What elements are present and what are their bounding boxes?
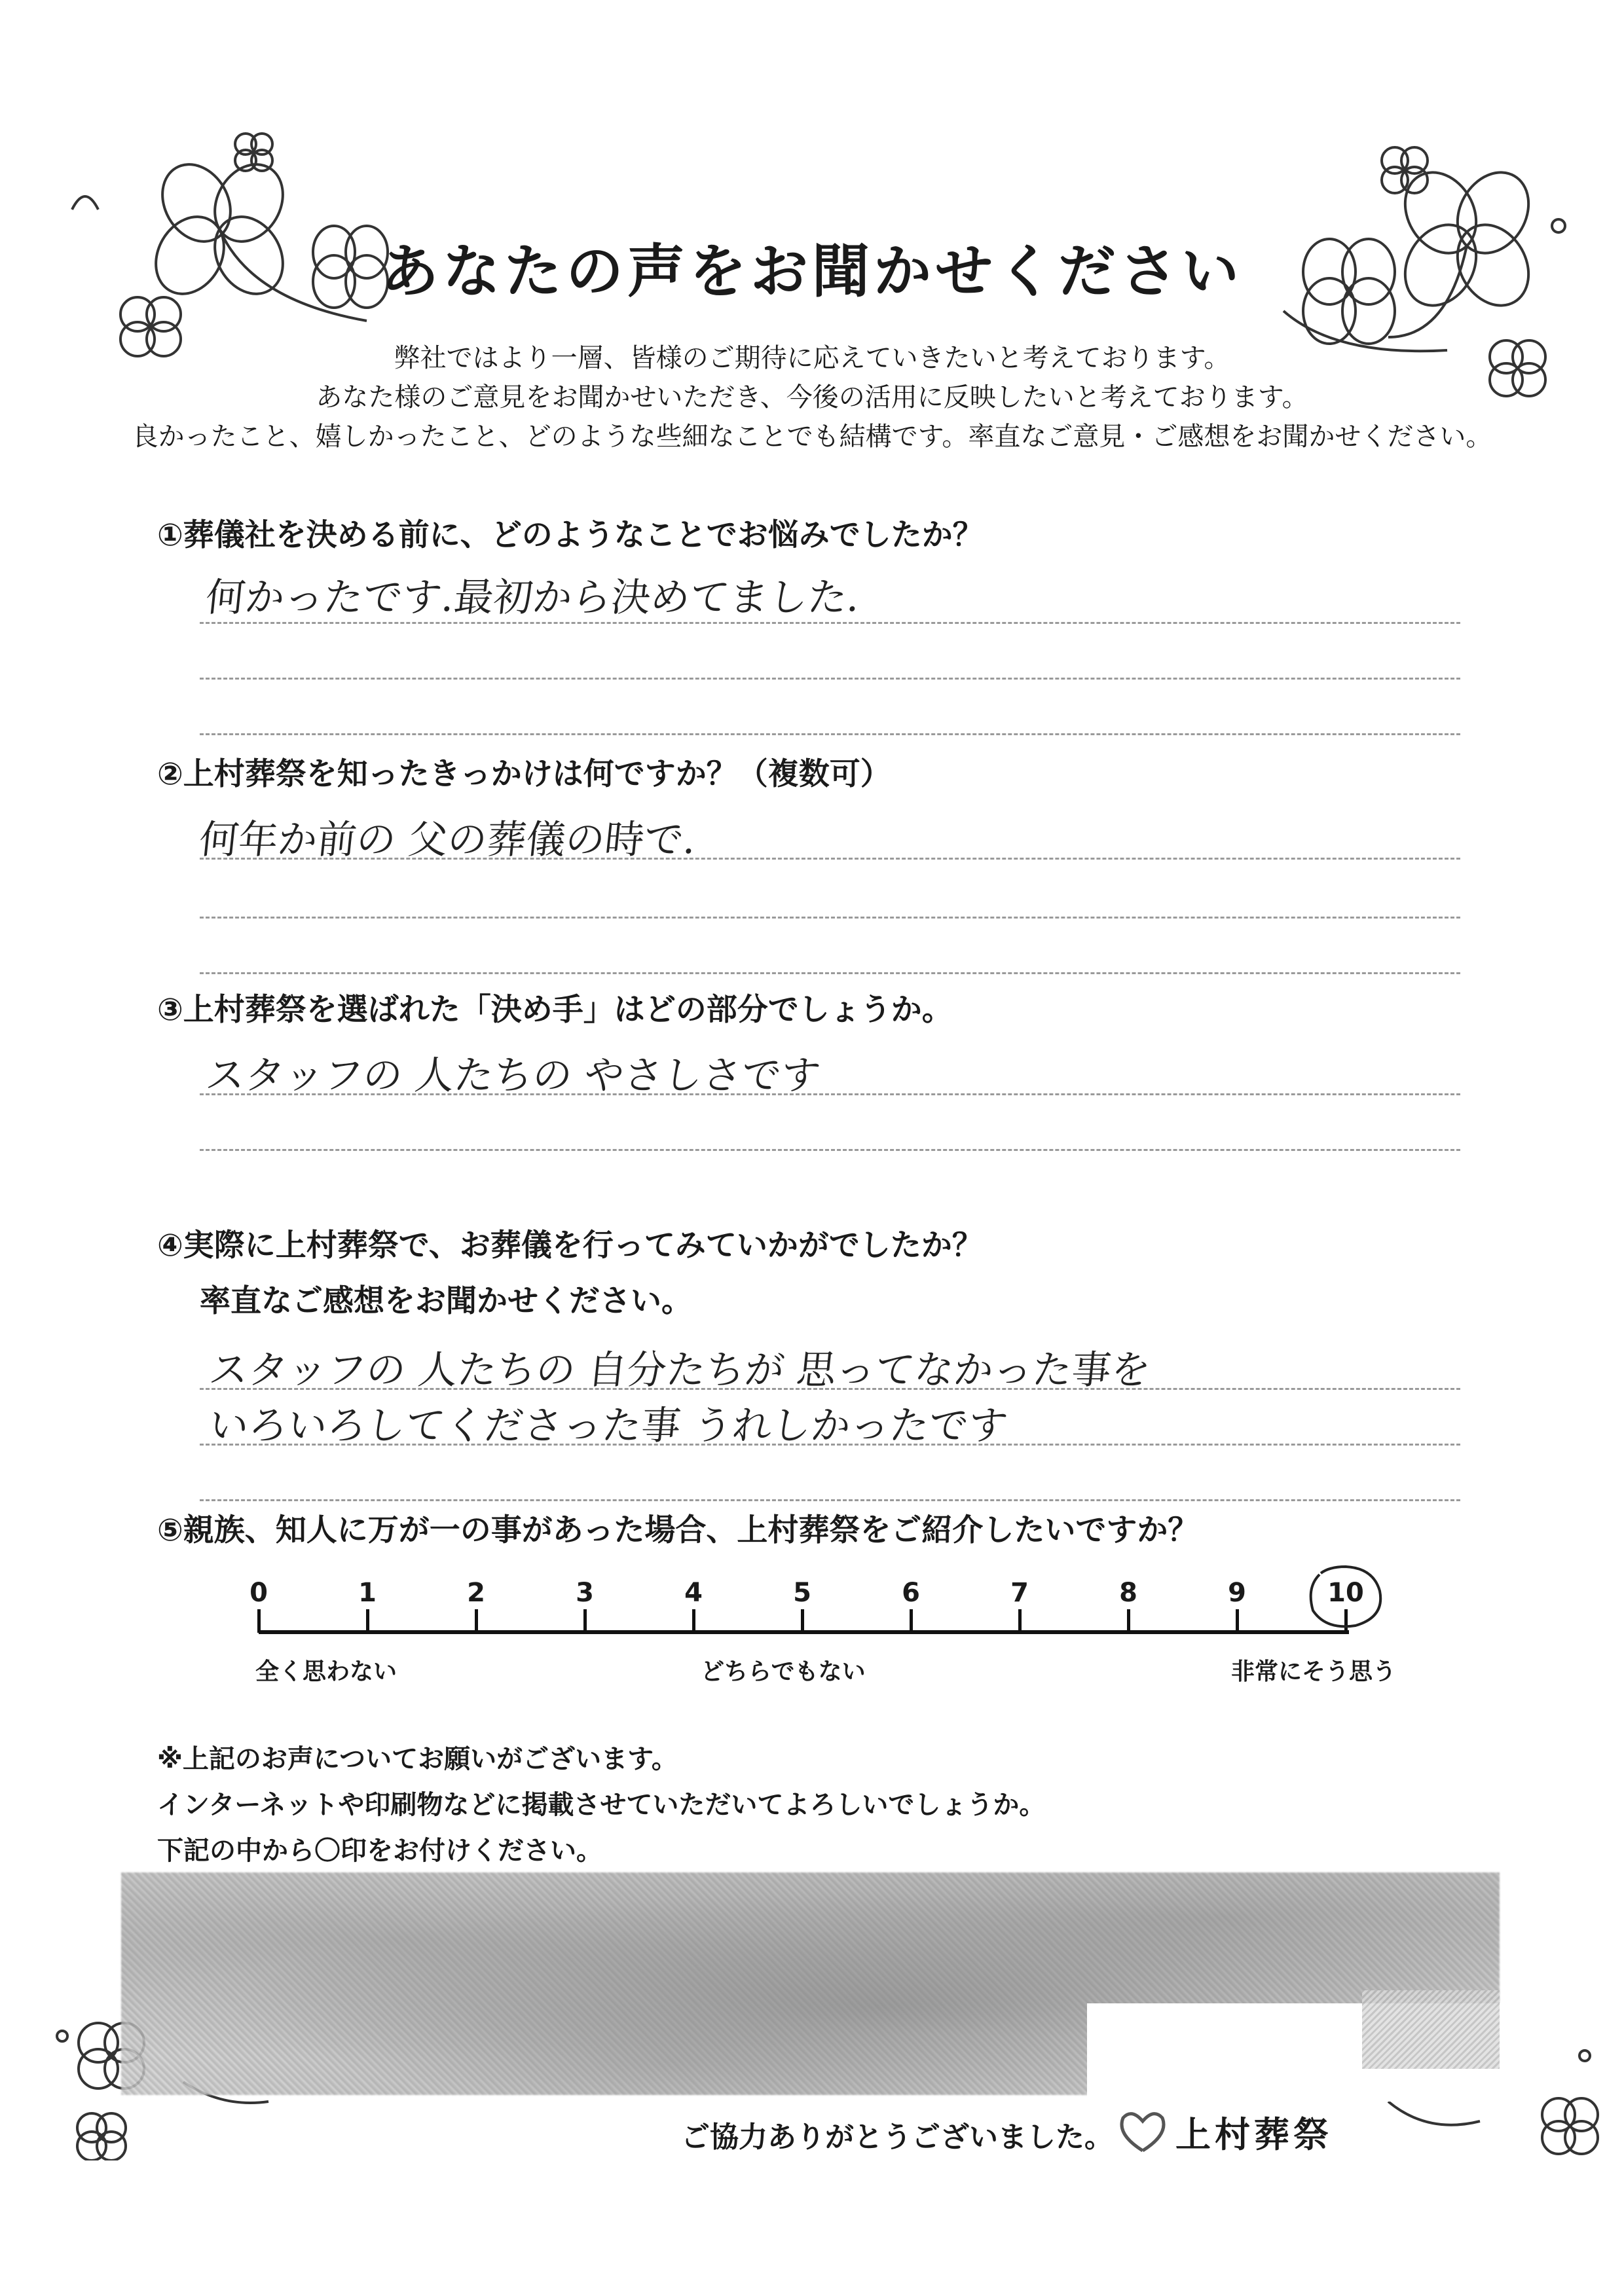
scale-number-7[interactable]: 7: [1010, 1578, 1029, 1608]
page-title: あなたの声をお聞かせください: [380, 238, 1243, 305]
scale-tick: [1127, 1609, 1130, 1633]
selected-rating-circle: [1300, 1561, 1392, 1633]
note-line-1: ※上記のお声についてお願いがございます。: [157, 1744, 678, 1774]
scale-label-high: 非常にそう思う: [1231, 1658, 1397, 1685]
scale-number-8[interactable]: 8: [1119, 1578, 1137, 1608]
question-1-answer: 何かったです.最初から決めてました.: [203, 575, 862, 621]
question-4-label: ④実際に上村葬祭で、お葬儀を行ってみていかがでしたか？: [157, 1228, 983, 1264]
redacted-area-patch: [1362, 1990, 1500, 2069]
scale-number-9[interactable]: 9: [1228, 1578, 1246, 1608]
scale-number-10[interactable]: 10: [1327, 1578, 1364, 1608]
answer-line: [200, 972, 1460, 974]
question-2-label: ②上村葬祭を知ったきっかけは何ですか？（複数可）: [157, 756, 891, 792]
intro-line-1: 弊社ではより一層、皆様のご期待に応えていきたいと考えております。: [394, 343, 1230, 373]
scale-number-1[interactable]: 1: [358, 1578, 377, 1608]
question-4-label-2: 率直なご感想をお聞かせください。: [200, 1283, 692, 1319]
question-2-answer: 何年か前の 父の葬儀の時で.: [196, 817, 699, 863]
question-4-answer-2: いろいろしてくださった事 うれしかったです: [206, 1403, 1010, 1449]
thanks-text: ご協力ありがとうございました。: [681, 2121, 1113, 2154]
scale-number-4[interactable]: 4: [684, 1578, 703, 1608]
scale-tick: [910, 1609, 913, 1633]
note-line-3: 下記の中から〇印をお付けください。: [157, 1836, 602, 1866]
answer-line: [200, 1093, 1460, 1095]
answer-line: [200, 733, 1460, 735]
answer-line: [200, 917, 1460, 919]
scale-number-3[interactable]: 3: [576, 1578, 594, 1608]
answer-line: [200, 1499, 1460, 1501]
answer-line: [200, 622, 1460, 624]
scale-tick: [366, 1609, 369, 1633]
scale-label-mid: どちらでもない: [701, 1658, 866, 1685]
scale-number-2[interactable]: 2: [467, 1578, 485, 1608]
question-1-label: ①葬儀社を決める前に、どのようなことでお悩みでしたか？: [157, 517, 984, 553]
scale-number-0[interactable]: 0: [249, 1578, 268, 1608]
question-4-answer: スタッフの 人たちの 自分たちが 思ってなかった事を: [206, 1347, 1153, 1393]
scale-tick: [801, 1609, 804, 1633]
note-line-2: インターネットや印刷物などに掲載させていただいてよろしいでしょうか。: [157, 1790, 1046, 1820]
scale-tick: [692, 1609, 695, 1633]
scale-tick: [257, 1609, 261, 1633]
intro-line-3: 良かったこと、嬉しかったこと、どのような些細なことでも結構です。率直なご意見・ご感想をお聞かせください。: [132, 422, 1492, 452]
scale-label-low: 全く思わない: [255, 1658, 397, 1685]
answer-line: [200, 678, 1460, 680]
scale-number-5[interactable]: 5: [793, 1578, 811, 1608]
scale-number-6[interactable]: 6: [902, 1578, 920, 1608]
brand-logo-icon: [1113, 2105, 1172, 2157]
scale-tick: [475, 1609, 478, 1633]
answer-line: [200, 1149, 1460, 1151]
question-5-label: ⑤親族、知人に万が一の事があった場合、上村葬祭をご紹介したいですか？: [157, 1512, 1199, 1548]
question-3-label: ③上村葬祭を選ばれた「決め手」はどの部分でしょうか。: [157, 992, 953, 1028]
intro-line-2: あなた様のご意見をお聞かせいただき、今後の活用に反映したいと考えております。: [316, 382, 1308, 412]
scale-tick: [1018, 1609, 1022, 1633]
answer-line: [200, 1444, 1460, 1446]
answer-line: [200, 1388, 1460, 1390]
scale-tick: [1236, 1609, 1239, 1633]
scale-tick: [583, 1609, 587, 1633]
answer-line: [200, 858, 1460, 860]
brand-name: 上村葬祭: [1175, 2114, 1333, 2155]
question-3-answer: スタッフの 人たちの やさしさです: [203, 1053, 823, 1099]
